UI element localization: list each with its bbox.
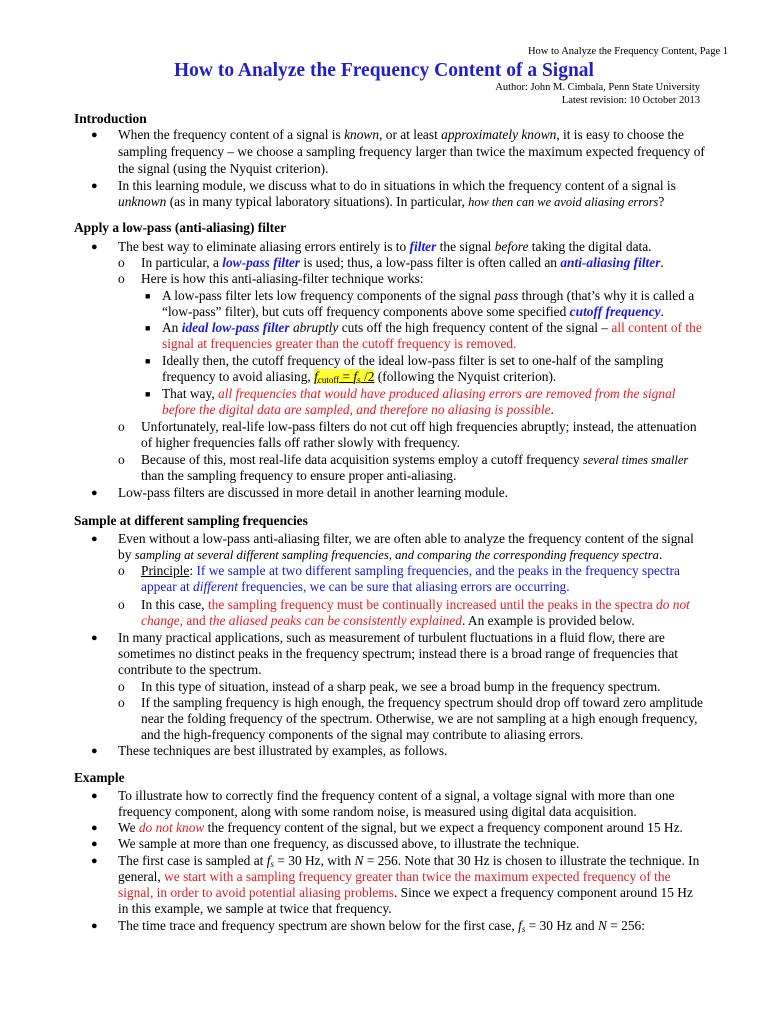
bullet-icon: ● xyxy=(91,180,98,192)
paragraph-line: Principle: If we sample at two different sampling frequencies, and the peaks in the frequency spectra xyxy=(141,563,680,578)
bullet-icon: ● xyxy=(91,129,98,141)
paragraph-line: In particular, a low-pass filter is used; thus, a low-pass filter is often called an anti-aliasing filter. xyxy=(141,255,664,270)
paragraph-line: We sample at more than one frequency, as discussed above, to illustrate the technique. xyxy=(118,836,580,851)
circle-bullet-icon: o xyxy=(118,679,125,694)
paragraph-line: The first case is sampled at $f_s = 30$ Hz, with N = 256. Note that 30 Hz is chosen to illustrate the technique. In xyxy=(118,853,700,869)
bullet-icon: ● xyxy=(91,533,98,545)
paragraph-line: near the folding frequency of the spectrum. Otherwise, we are not sampling at a high enough frequency, xyxy=(141,711,698,726)
bullet-icon: ● xyxy=(91,790,98,802)
section-heading-lowpass: Apply a low-pass (anti-aliasing) filter xyxy=(74,220,287,235)
bullet-icon: ● xyxy=(91,855,98,867)
paragraph-line: sometimes no distinct peaks in the frequency spectrum; instead there is a broad range of frequencies that xyxy=(118,646,678,661)
paragraph-line: Low-pass filters are discussed in more detail in another learning module. xyxy=(118,485,509,500)
square-bullet-icon: ■ xyxy=(145,389,151,399)
circle-bullet-icon: o xyxy=(118,695,125,710)
paragraph-line: unknown (as in many typical laboratory situations). In particular, how then can we avoid aliasing errors? xyxy=(118,194,665,209)
revision-line: Latest revision: 10 October 2013 xyxy=(561,95,700,106)
paragraph-line: the signal (using the Nyquist criterion). xyxy=(118,161,329,176)
bullet-icon: ● xyxy=(91,487,98,499)
paragraph-line: In this learning module, we discuss what to do in situations in which the frequency content of a signal is xyxy=(118,178,676,193)
bullet-icon: ● xyxy=(91,822,98,834)
paragraph-line: A low-pass filter lets low frequency components of the signal pass through (that’s why it is called a xyxy=(162,288,695,303)
circle-bullet-icon: o xyxy=(118,563,125,578)
paragraph-line: and the high-frequency components of the signal may contribute to aliasing errors. xyxy=(141,727,584,742)
paragraph-line: When the frequency content of a signal is known, or at least approximately known, it is easy to choose the xyxy=(118,127,684,142)
paragraph-line: of higher frequencies falls off rather slowly with frequency. xyxy=(141,435,461,450)
paragraph-line: than the sampling frequency to ensure proper anti-aliasing. xyxy=(141,468,457,483)
bullet-icon: ● xyxy=(91,745,98,757)
paragraph-line: by sampling at several different sampling frequencies, and comparing the corresponding frequency spectra. xyxy=(118,547,663,562)
bullet-icon: ● xyxy=(91,838,98,850)
bullet-icon: ● xyxy=(91,241,98,253)
circle-bullet-icon: o xyxy=(118,255,125,270)
paragraph-line: The time trace and frequency spectrum are shown below for the first case, $f_s = 30$ Hz and N = 256: xyxy=(118,918,645,934)
paragraph-line: Even without a low-pass anti-aliasing filter, we are often able to analyze the frequency content of the signal xyxy=(118,531,694,546)
page-header-label: How to Analyze the Frequency Content, Page 1 xyxy=(527,46,728,57)
paragraph-line: The best way to eliminate aliasing errors entirely is to filter the signal before taking the digital data. xyxy=(118,239,652,254)
paragraph-line: contribute to the spectrum. xyxy=(118,662,262,677)
circle-bullet-icon: o xyxy=(118,271,125,286)
section-heading-example: Example xyxy=(74,770,125,785)
paragraph-line: frequency to avoid aliasing, $f_{cutoff} = f_s$ /2 (following the Nyquist criterion). xyxy=(162,369,557,385)
paragraph-line: signal at frequencies greater than the cutoff frequency is removed. xyxy=(162,336,517,351)
bullet-icon: ● xyxy=(91,632,98,644)
paragraph-line: Ideally then, the cutoff frequency of the ideal low-pass filter is set to one-half of the sampling xyxy=(162,353,664,368)
circle-bullet-icon: o xyxy=(118,419,125,434)
bullet-icon: ● xyxy=(91,920,98,932)
paragraph-line: “low-pass” filter), but cuts off frequency components above some specified cutoff frequency. xyxy=(162,304,664,319)
paragraph-line: In this case, the sampling frequency must be continually increased until the peaks in the spectra do not xyxy=(141,597,690,612)
square-bullet-icon: ■ xyxy=(145,356,151,366)
paragraph-line: In many practical applications, such as measurement of turbulent fluctuations in a fluid flow, there are xyxy=(118,630,665,645)
circle-bullet-icon: o xyxy=(118,452,125,467)
section-heading-sampling: Sample at different sampling frequencies xyxy=(74,513,308,528)
author-line: Author: John M. Cimbala, Penn State University xyxy=(495,82,700,93)
paragraph-line: To illustrate how to correctly find the frequency content of a signal, a voltage signal with more than one xyxy=(118,788,675,803)
paragraph-line: change, and the aliased peaks can be consistently explained. An example is provided below. xyxy=(141,613,635,628)
paragraph-line: In this type of situation, instead of a sharp peak, we see a broad bump in the frequency spectrum. xyxy=(141,679,661,694)
square-bullet-icon: ■ xyxy=(145,291,151,301)
square-bullet-icon: ■ xyxy=(145,323,151,333)
paragraph-line: signal, in order to avoid potential aliasing problems. Since we expect a frequency component around 15 Hz xyxy=(118,885,693,900)
paragraph-line: general, we start with a sampling frequency greater than twice the maximum expected frequency of the xyxy=(118,869,671,884)
cutoff-formula: $f_{cutoff} = f_s$ /2 xyxy=(314,369,375,385)
paragraph-line: frequency component, along with some random noise, is measured using digital data acquisition. xyxy=(118,804,637,819)
section-heading-introduction: Introduction xyxy=(74,111,147,126)
paragraph-line: before the digital data are sampled, and therefore no aliasing is possible. xyxy=(162,402,554,417)
paragraph-line: We do not know the frequency content of the signal, but we expect a frequency component around 15 Hz. xyxy=(118,820,683,835)
document-title: How to Analyze the Frequency Content of a Signal xyxy=(174,60,594,81)
paragraph-line: Because of this, most real-life data acquisition systems employ a cutoff frequency several times smaller xyxy=(141,452,689,467)
paragraph-line: in this example, we sample at twice that frequency. xyxy=(118,901,392,916)
paragraph-line: These techniques are best illustrated by examples, as follows. xyxy=(118,743,448,758)
paragraph-line: Here is how this anti-aliasing-filter technique works: xyxy=(141,271,424,286)
paragraph-line: That way, all frequencies that would have produced aliasing errors are removed from the signal xyxy=(162,386,676,401)
paragraph-line: sampling frequency – we choose a sampling frequency larger than twice the maximum expected frequency of xyxy=(118,144,705,159)
circle-bullet-icon: o xyxy=(118,597,125,612)
paragraph-line: Unfortunately, real-life low-pass filters do not cut off high frequencies abruptly; instead, the attenuation xyxy=(141,419,697,434)
paragraph-line: An ideal low-pass filter abruptly cuts off the high frequency content of the signal – all content of the xyxy=(162,320,702,335)
paragraph-line: If the sampling frequency is high enough, the frequency spectrum should drop off toward zero amplitude xyxy=(141,695,704,710)
paragraph-line: appear at different frequencies, we can be sure that aliasing errors are occurring. xyxy=(141,579,570,594)
